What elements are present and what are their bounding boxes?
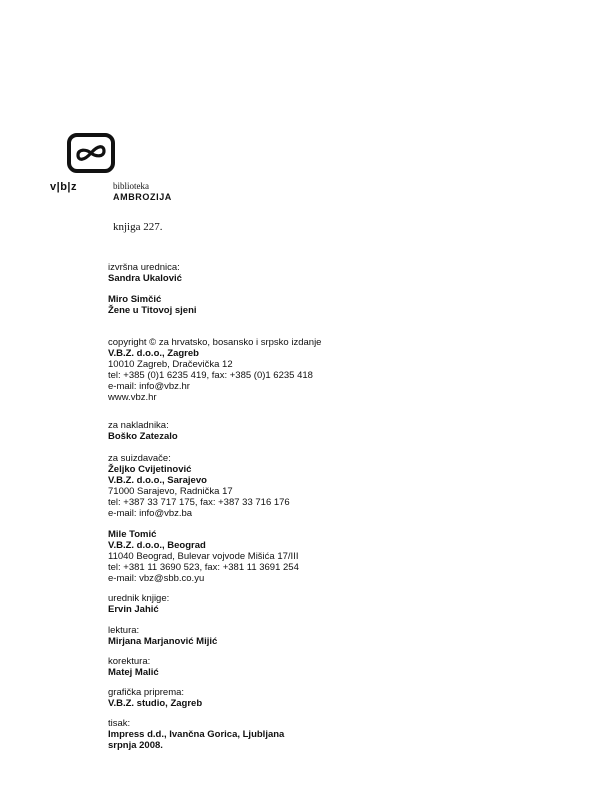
korektura-block [108,656,588,678]
copyright-line: copyright © za hrvatsko, bosansko i srpsko izdanje [108,337,322,348]
sarajevo-email: e-mail: info@vbz.ba [108,508,193,519]
print-date: srpnja 2008. [108,740,163,751]
book-title: Žene u Titovoj sjeni [108,305,197,316]
vbz-logo-icon [66,133,116,173]
copyright-email: e-mail: info@vbz.hr [108,381,190,392]
korektura-label: korektura: [108,656,151,667]
editor-label: izvršna urednica: [108,262,180,273]
lektura-block [108,625,588,647]
copyright-block [108,337,588,403]
print-printer: Impress d.d., Ivančna Gorica, Ljubljana [108,729,285,740]
book-editor-name: Ervin Jahić [108,604,159,615]
beograd-address: 11040 Beograd, Bulevar vojvode Mišića 17/III [108,551,299,562]
beograd-name: Mile Tomić [108,529,157,540]
publisher-rep-block [108,420,588,442]
print-label: tisak: [108,718,131,729]
editor-block [108,262,588,284]
series-label: biblioteka [113,181,149,191]
graphics-block [108,687,588,709]
lektura-name: Mirjana Marjanović Mijić [108,636,218,647]
copyright-company: V.B.Z. d.o.o., Zagreb [108,348,199,359]
copublisher-sarajevo-block [108,453,588,519]
book-editor-label: urednik knjige: [108,593,170,604]
graphics-label: grafička priprema: [108,687,185,698]
print-block [108,718,588,751]
sarajevo-name: Željko Cvijetinović [108,464,192,475]
publisher-rep-label: za nakladnika: [108,420,169,431]
korektura-name: Matej Malić [108,667,159,678]
copublishers-label: za suizdavače: [108,453,171,464]
publisher-mark: v|b|z [50,181,77,193]
book-number: knjiga 227. [113,221,163,233]
sarajevo-company: V.B.Z. d.o.o., Sarajevo [108,475,207,486]
copyright-web: www.vbz.hr [108,392,157,403]
book-editor-block [108,593,588,615]
lektura-label: lektura: [108,625,140,636]
sarajevo-address: 71000 Sarajevo, Radnička 17 [108,486,233,497]
copublisher-beograd-block [108,529,588,584]
copyright-address: 10010 Zagreb, Dračevička 12 [108,359,233,370]
beograd-email: e-mail: vbz@sbb.co.yu [108,573,205,584]
beograd-phone: tel: +381 11 3690 523, fax: +381 11 3691 254 [108,562,299,573]
beograd-company: V.B.Z. d.o.o., Beograd [108,540,206,551]
publisher-rep-name: Boško Zatezalo [108,431,178,442]
book-author: Miro Simčić [108,294,162,305]
editor-name: Sandra Ukalović [108,273,182,284]
graphics-name: V.B.Z. studio, Zagreb [108,698,203,709]
sarajevo-phone: tel: +387 33 717 175, fax: +387 33 716 176 [108,497,290,508]
copyright-phone: tel: +385 (0)1 6235 419, fax: +385 (0)1 6235 418 [108,370,313,381]
book-block [108,294,588,316]
series-name: AMBROZIJA [113,192,172,202]
